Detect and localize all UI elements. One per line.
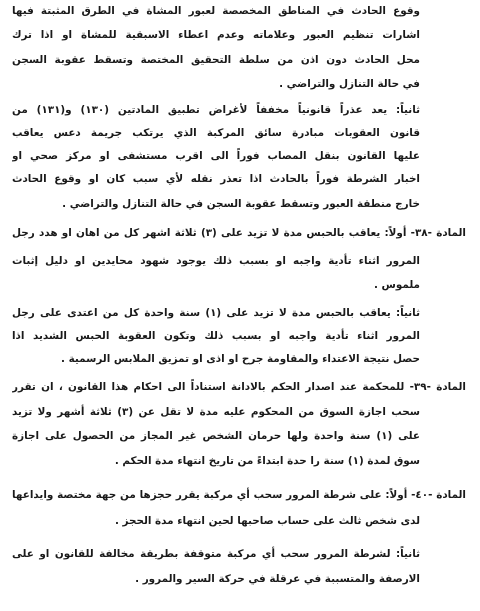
text-line: المرور اثناء تأدية واجبه او بسبب ذلك وتكون العقوبة الحبس الشديد اذا <box>12 330 420 342</box>
text-line: سحب اجازة السوق من المحكوم عليه مدة لا تقل عن (٣) ثلاثة أشهر ولا تزيد <box>12 406 420 418</box>
text-line: ثانياً: لشرطة المرور سحب أي مركبة متوقفة بطريقة مخالفة للقانون او على <box>12 548 420 560</box>
text-line: اخبار الشرطة فوراً بالحادث اذا تعذر نقله لأي سبب كان او وقوع الحادث <box>12 173 420 185</box>
text-line: لدى شخص ثالث على حساب صاحبها لحين انتهاء مدة الحجز . <box>114 515 420 527</box>
text-line: حصل نتيجة الاعتداء والمقاومة جرح او اذى او تمزيق الملابس الرسمية . <box>61 353 420 365</box>
text-line: اشارات تنظيم العبور وعلاماته وعدم اعطاء الاسبقية للمشاة او اذا ترك <box>12 29 420 41</box>
text-line: محل الحادث دون اذن من سلطة التحقيق المختصة وتسقط عقوبة السجن <box>12 54 420 66</box>
article-38-line: المادة -٣٨- أولاً: يعاقب بالحبس مدة لا تزيد على (٣) ثلاثة اشهر كل من اهان او هدد رجل <box>12 227 466 239</box>
text-line: المرور اثناء تأدية واجبه او بسبب ذلك يوجود شهود محايدين او دليل إثبات <box>12 255 420 267</box>
text-line: ثانياً: يعد عذراً قانونياً مخففاً لأغراض تطبيق المادتين (١٣٠) و(١٣١) من <box>12 104 420 116</box>
text-line: عليها القانون بنقل المصاب فوراً الى اقرب مستشفى او مركز صحي او <box>12 150 420 162</box>
text-line: ثانياً: يعاقب بالحبس مدة لا تزيد على (١) سنة واحدة كل من اعتدى على رجل <box>12 307 420 319</box>
text-line: الارصفة والمتسببة في عرقلة في حركة السير والمرور . <box>135 573 420 585</box>
article-40-line: المادة -٤٠- أولاً: على شرطة المرور سحب أي مركبة يقرر حجزها من جهة مختصة وايداعها <box>12 489 466 501</box>
text-line: ملموس . <box>373 279 420 291</box>
text-line: قانون العقوبات مبادرة سائق المركبة الذي يرتكب جريمة دعس يعاقب <box>12 127 420 139</box>
article-39-line: المادة -٣٩- للمحكمة عند اصدار الحكم بالادانة استناداً الى احكام هذا القانون ، ان تقرر <box>12 381 466 393</box>
text-line: في حالة التنازل والتراضي . <box>279 78 420 90</box>
text-line: سوق لمدة (١) سنة را حدة ابتداءً من تاريخ انتهاء مدة الحكم . <box>114 455 420 467</box>
text-line: خارج منطقة العبور وتسقط عقوبة السجن في حالة التنازل والتراضي . <box>62 198 420 210</box>
text-line: وقوع الحادث في المناطق المخصصة لعبور المشاة في الطرق المثبتة فيها <box>12 5 420 17</box>
text-line: على (١) سنة واحدة ولها حرمان الشخص غير المجاز من الحصول على اجازة <box>12 430 420 442</box>
